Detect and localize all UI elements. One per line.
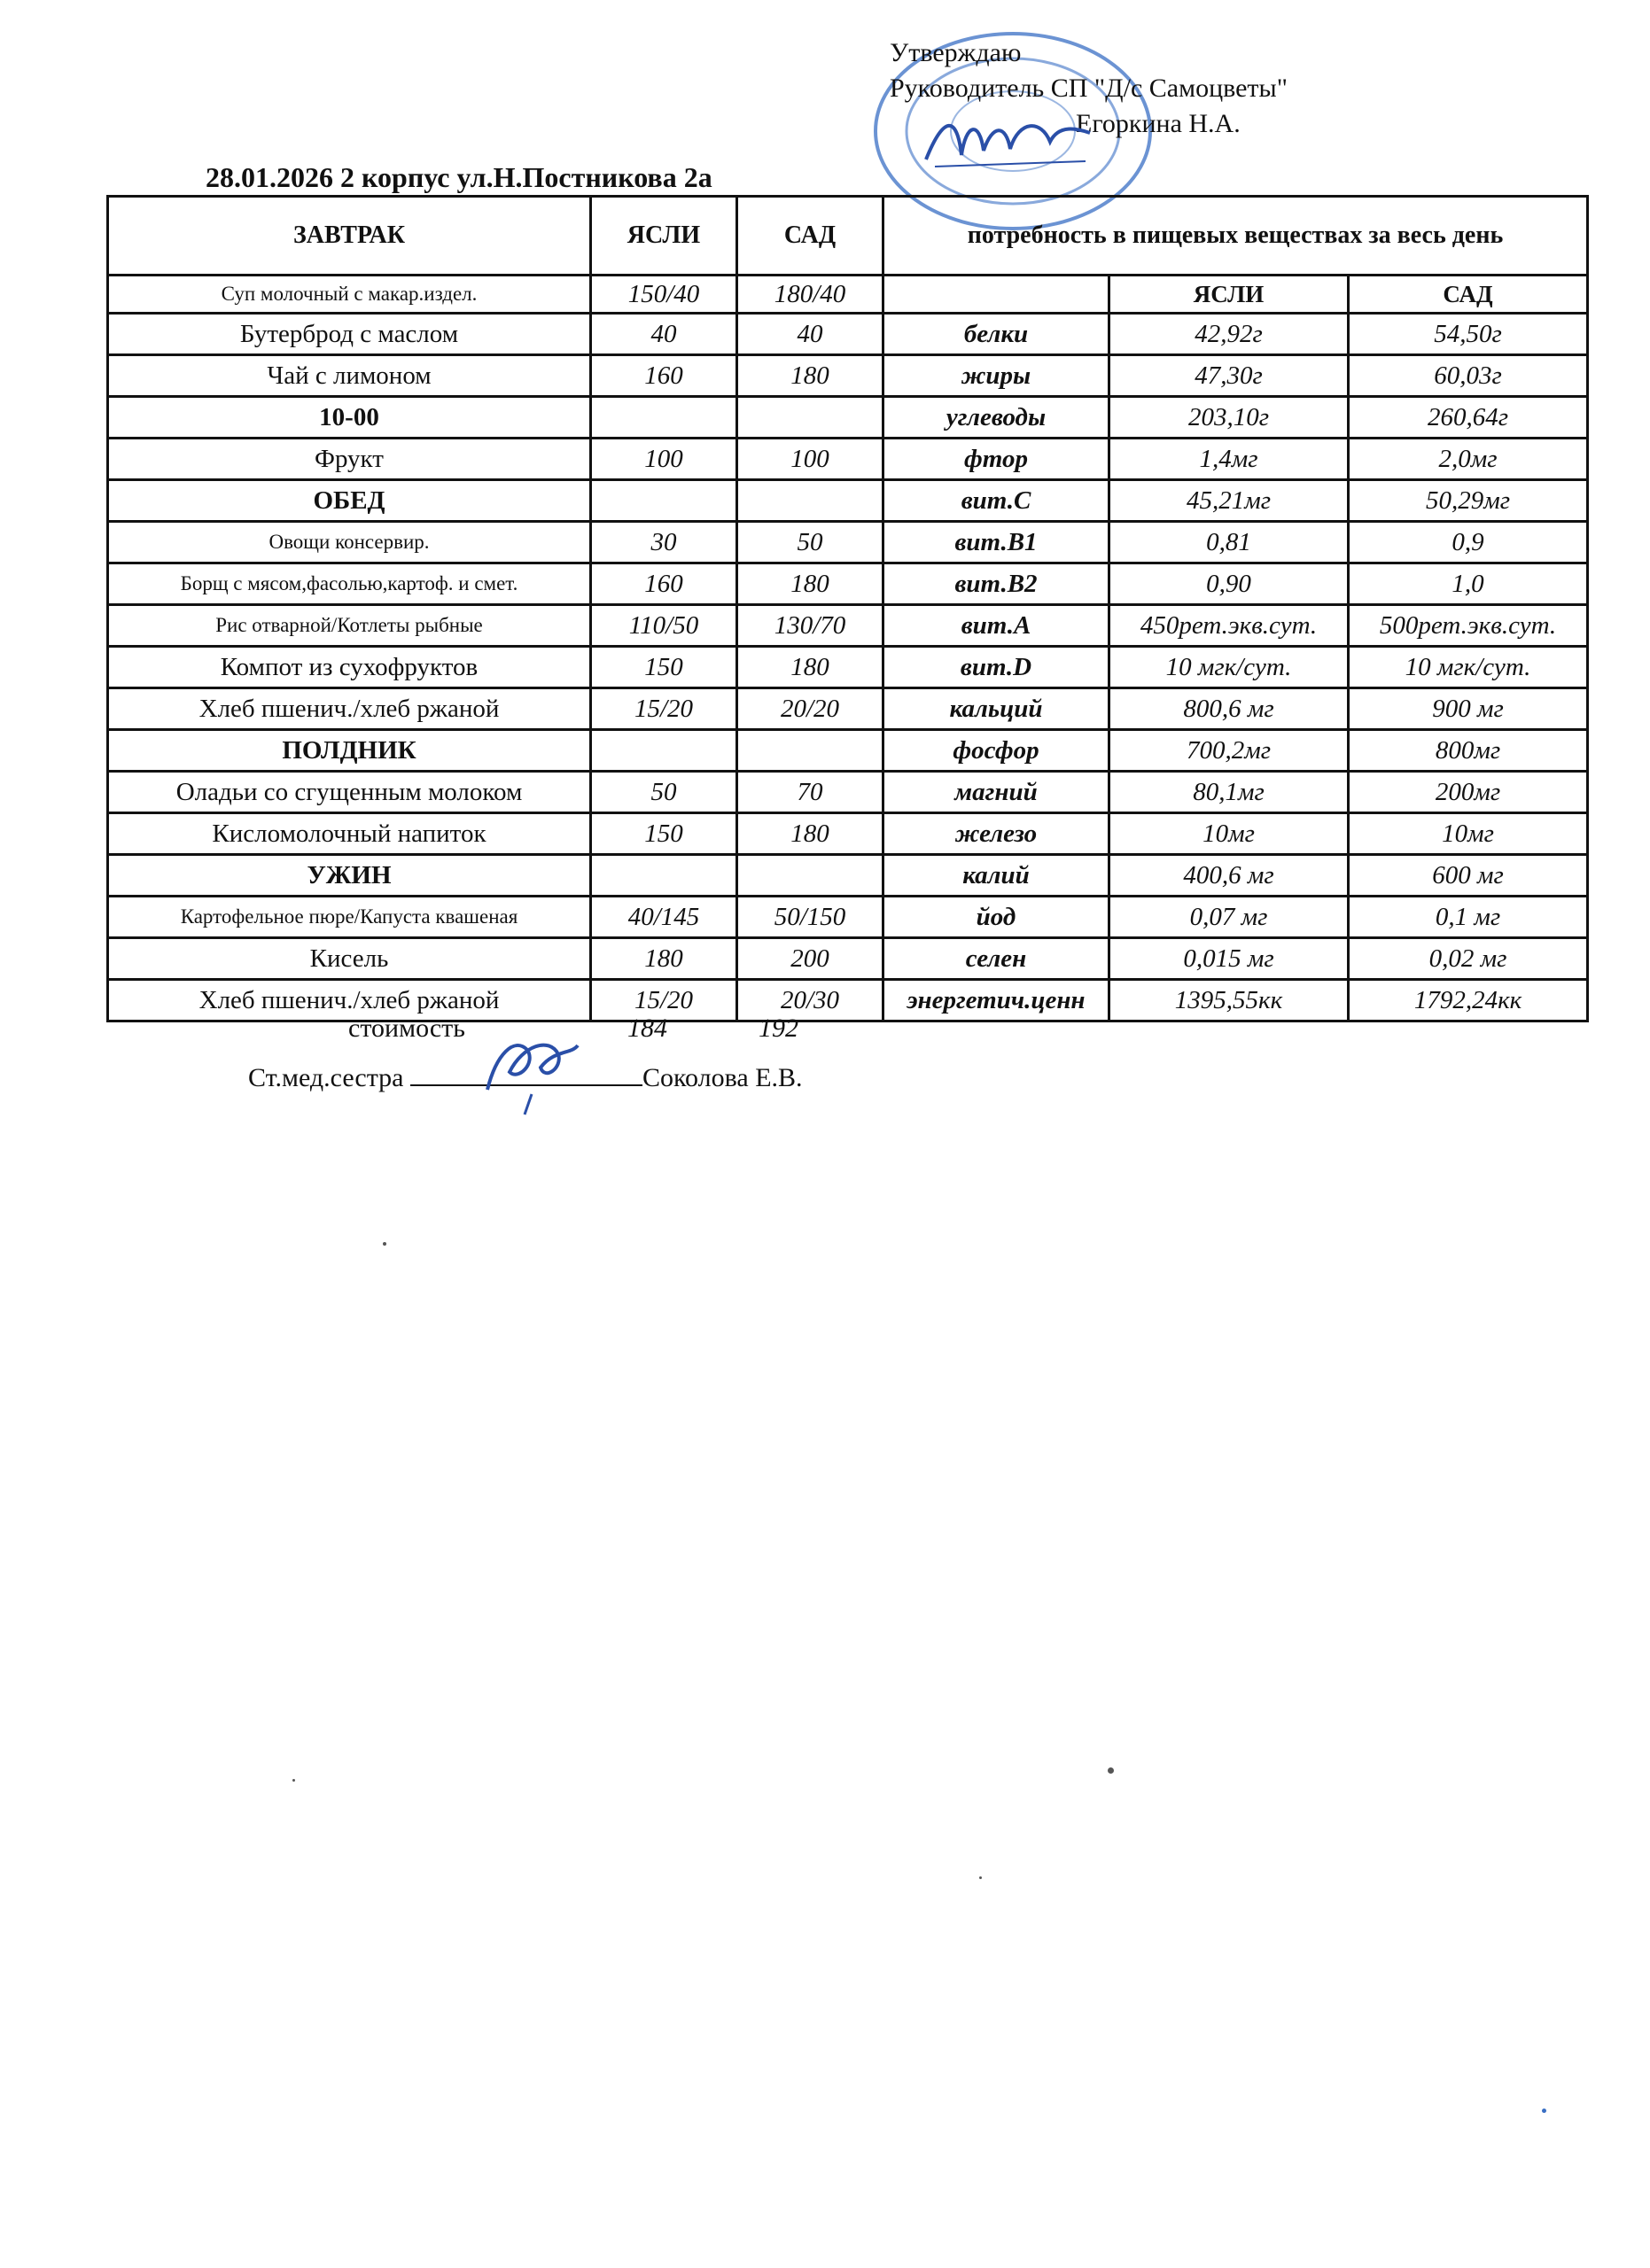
dish-sad-portion: 20/30 [737, 980, 883, 1021]
needs-header-sad: САД [1349, 276, 1588, 314]
nutrient-sad-value: 200мг [1349, 772, 1588, 813]
dish-yasli-portion: 110/50 [591, 605, 737, 647]
dish-name: Компот из сухофруктов [108, 647, 591, 688]
dish-yasli-portion: 150/40 [591, 276, 737, 314]
section-title: ОБЕД [108, 480, 591, 522]
nutrient-yasli-value: 700,2мг [1109, 730, 1349, 772]
needs-header-yasli: ЯСЛИ [1109, 276, 1349, 314]
nutrient-name: вит.С [883, 480, 1109, 522]
nutrient-yasli-value: 80,1мг [1109, 772, 1349, 813]
nutrient-sad-value: 900 мг [1349, 688, 1588, 730]
nutrient-yasli-value: 203,10г [1109, 397, 1349, 439]
nutrient-name: жиры [883, 355, 1109, 397]
dish-sad-portion: 50 [737, 522, 883, 563]
table-row [108, 688, 1588, 730]
nutrient-sad-value: 10 мгк/сут. [1349, 647, 1588, 688]
header-sad: САД [737, 197, 883, 276]
nutrient-sad-value: 54,50г [1349, 314, 1588, 355]
dish-sad-portion: 20/20 [737, 688, 883, 730]
dish-sad-portion: 180/40 [737, 276, 883, 314]
nutrient-name: вит.В1 [883, 522, 1109, 563]
nutrient-yasli-value: 1,4мг [1109, 439, 1349, 480]
speck [979, 1876, 982, 1879]
nutrient-name: фосфор [883, 730, 1109, 772]
nutrient-sad-value: 800мг [1349, 730, 1588, 772]
nutrient-yasli-value: 10мг [1109, 813, 1349, 855]
nutrient-yasli-value: 45,21мг [1109, 480, 1349, 522]
nutrient-yasli-value: 47,30г [1109, 355, 1349, 397]
nutrient-sad-value: 0,02 мг [1349, 938, 1588, 980]
nutrient-name: кальций [883, 688, 1109, 730]
dish-yasli-portion [591, 855, 737, 897]
table-row [108, 314, 1588, 355]
cost-label: стоимость [348, 1014, 465, 1043]
table-row [108, 480, 1588, 522]
nutrient-name: магний [883, 772, 1109, 813]
nutrient-name: железо [883, 813, 1109, 855]
director-signature-icon [917, 106, 1094, 177]
nutrient-sad-value: 10мг [1349, 813, 1588, 855]
nutrient-name: вит.В2 [883, 563, 1109, 605]
table-row [108, 605, 1588, 647]
page-title: 28.01.2026 2 корпус ул.Н.Постникова 2а [206, 161, 712, 193]
nutrient-sad-value: 1792,24кк [1349, 980, 1588, 1021]
nutrient-yasli-value: 0,90 [1109, 563, 1349, 605]
dish-sad-portion [737, 397, 883, 439]
table-row [108, 813, 1588, 855]
section-title: УЖИН [108, 855, 591, 897]
table-row [108, 647, 1588, 688]
speck [292, 1779, 295, 1782]
dish-name: Овощи консервир. [108, 522, 591, 563]
dish-name: Фрукт [108, 439, 591, 480]
nutrient-sad-value: 0,9 [1349, 522, 1588, 563]
approval-line-1: Утверждаю [890, 38, 1022, 67]
table-row [108, 276, 1588, 314]
nutrient-yasli-value: 450рет.экв.сут. [1109, 605, 1349, 647]
dish-yasli-portion: 150 [591, 813, 737, 855]
dish-yasli-portion: 50 [591, 772, 737, 813]
table-row [108, 980, 1588, 1021]
dish-yasli-portion: 40/145 [591, 897, 737, 938]
nutrient-name: вит.D [883, 647, 1109, 688]
table-row [108, 522, 1588, 563]
nutrient-name: йод [883, 897, 1109, 938]
header-needs: потребность в пищевых веществах за весь день [883, 197, 1588, 276]
dish-sad-portion [737, 480, 883, 522]
dish-sad-portion: 70 [737, 772, 883, 813]
dish-yasli-portion: 40 [591, 314, 737, 355]
speck [1542, 2109, 1546, 2113]
dish-sad-portion [737, 855, 883, 897]
needs-subheader-blank [883, 276, 1109, 314]
table-row [108, 938, 1588, 980]
dish-sad-portion: 200 [737, 938, 883, 980]
dish-name: Кисель [108, 938, 591, 980]
nutrient-name: энергетич.ценн [883, 980, 1109, 1021]
dish-name: Хлеб пшенич./хлеб ржаной [108, 980, 591, 1021]
nurse-signature-icon [479, 1019, 585, 1116]
dish-sad-portion: 100 [737, 439, 883, 480]
nutrient-yasli-value: 1395,55кк [1109, 980, 1349, 1021]
nutrient-sad-value: 2,0мг [1349, 439, 1588, 480]
dish-sad-portion: 130/70 [737, 605, 883, 647]
dish-yasli-portion: 15/20 [591, 688, 737, 730]
nutrient-name: фтор [883, 439, 1109, 480]
dish-name: Суп молочный с макар.издел. [108, 276, 591, 314]
dish-name: Картофельное пюре/Капуста квашеная [108, 897, 591, 938]
dish-yasli-portion [591, 730, 737, 772]
dish-sad-portion [737, 730, 883, 772]
dish-name: Борщ с мясом,фасолью,картоф. и смет. [108, 563, 591, 605]
nutrient-yasli-value: 10 мгк/сут. [1109, 647, 1349, 688]
dish-name: Хлеб пшенич./хлеб ржаной [108, 688, 591, 730]
dish-yasli-portion [591, 397, 737, 439]
dish-name: Оладьи со сгущенным молоком [108, 772, 591, 813]
nutrient-name: калий [883, 855, 1109, 897]
dish-sad-portion: 180 [737, 563, 883, 605]
dish-yasli-portion: 180 [591, 938, 737, 980]
table-row [108, 730, 1588, 772]
dish-yasli-portion: 160 [591, 563, 737, 605]
menu-table [106, 195, 1589, 1022]
dish-yasli-portion [591, 480, 737, 522]
approver-name: Егоркина Н.А. [1076, 109, 1241, 138]
dish-name: Кисломолочный напиток [108, 813, 591, 855]
nutrient-name: селен [883, 938, 1109, 980]
nutrient-sad-value: 500рет.экв.сут. [1349, 605, 1588, 647]
dish-yasli-portion: 30 [591, 522, 737, 563]
dish-name: Рис отварной/Котлеты рыбные [108, 605, 591, 647]
dish-sad-portion: 180 [737, 647, 883, 688]
nutrient-yasli-value: 0,07 мг [1109, 897, 1349, 938]
table-row [108, 439, 1588, 480]
dish-yasli-portion: 160 [591, 355, 737, 397]
nutrient-sad-value: 60,03г [1349, 355, 1588, 397]
cost-yasli: 184 [627, 1014, 667, 1043]
dish-sad-portion: 50/150 [737, 897, 883, 938]
dish-sad-portion: 180 [737, 813, 883, 855]
nutrient-yasli-value: 42,92г [1109, 314, 1349, 355]
table-row [108, 355, 1588, 397]
dish-yasli-portion: 15/20 [591, 980, 737, 1021]
dish-yasli-portion: 100 [591, 439, 737, 480]
approval-line-2: Руководитель СП "Д/с Самоцветы" [890, 74, 1288, 103]
header-meal: ЗАВТРАК [108, 197, 591, 276]
nutrient-sad-value: 260,64г [1349, 397, 1588, 439]
nutrient-yasli-value: 800,6 мг [1109, 688, 1349, 730]
table-row [108, 897, 1588, 938]
dish-name: Чай с лимоном [108, 355, 591, 397]
dish-yasli-portion: 150 [591, 647, 737, 688]
nutrient-name: белки [883, 314, 1109, 355]
dish-name: Бутерброд с маслом [108, 314, 591, 355]
speck [1108, 1767, 1114, 1774]
dish-sad-portion: 40 [737, 314, 883, 355]
nutrient-sad-value: 600 мг [1349, 855, 1588, 897]
nutrient-yasli-value: 0,015 мг [1109, 938, 1349, 980]
nutrient-sad-value: 50,29мг [1349, 480, 1588, 522]
nurse-name: Соколова Е.В. [642, 1063, 803, 1092]
header-yasli: ЯСЛИ [591, 197, 737, 276]
cost-sad: 192 [759, 1014, 798, 1043]
dish-sad-portion: 180 [737, 355, 883, 397]
nutrient-yasli-value: 400,6 мг [1109, 855, 1349, 897]
table-row [108, 772, 1588, 813]
nutrient-yasli-value: 0,81 [1109, 522, 1349, 563]
nutrient-sad-value: 1,0 [1349, 563, 1588, 605]
speck [383, 1242, 386, 1246]
nutrient-name: углеводы [883, 397, 1109, 439]
table-row [108, 563, 1588, 605]
table-row [108, 855, 1588, 897]
nutrient-name: вит.А [883, 605, 1109, 647]
section-title: 10-00 [108, 397, 591, 439]
table-header-row [108, 197, 1588, 276]
nutrient-sad-value: 0,1 мг [1349, 897, 1588, 938]
table-row [108, 397, 1588, 439]
section-title: ПОЛДНИК [108, 730, 591, 772]
nurse-label: Ст.мед.сестра [248, 1063, 404, 1092]
